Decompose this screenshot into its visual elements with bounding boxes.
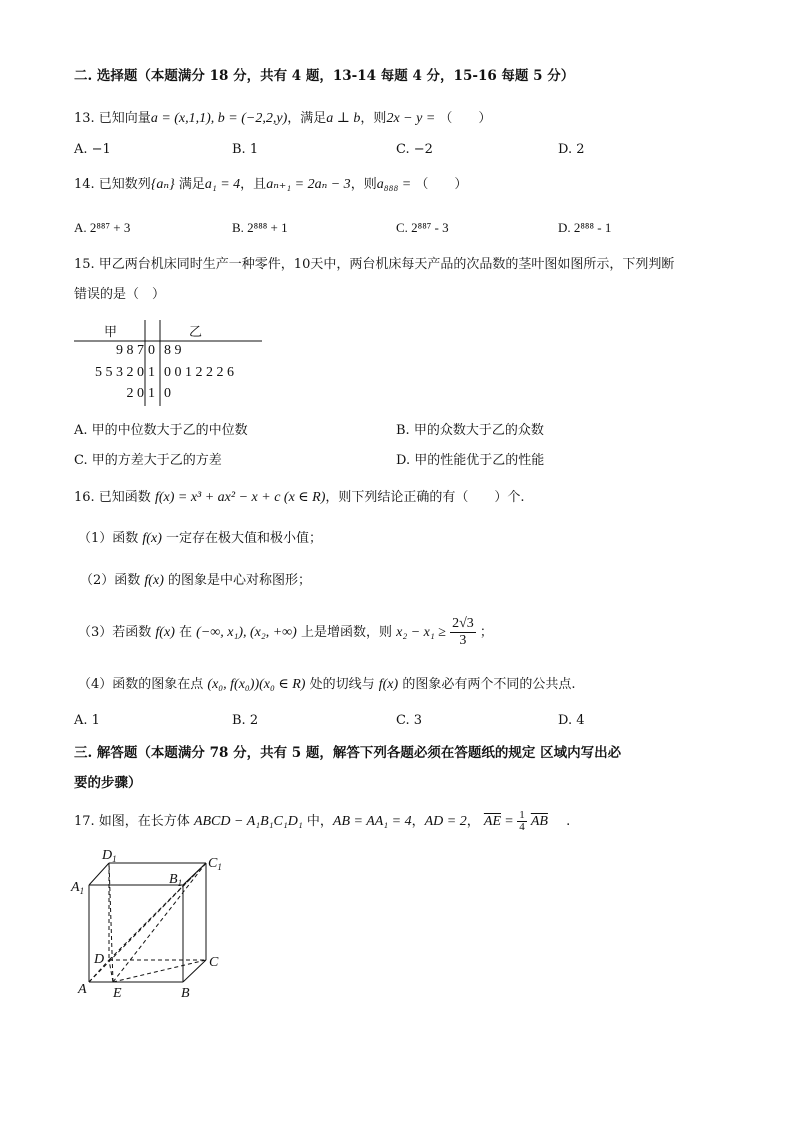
- q16-statement-3: [78, 614, 493, 652]
- section-3-title-line2: 要的步骤）: [74, 775, 142, 791]
- q16-suffix: ，则下列结论正确的有（ ）个.: [325, 490, 525, 505]
- q16-s3-numerator: 2√3: [452, 616, 474, 631]
- stem-row3-stem: 1: [148, 386, 158, 401]
- q13-prefix: 13. 已知向量: [74, 111, 151, 126]
- q16-s3-end: ；: [479, 625, 493, 640]
- q16-s4-text2: 的图象必有两个不同的公共点.: [402, 677, 576, 692]
- q14-option-d: D. 2⁸⁸⁸ - 1: [558, 220, 612, 235]
- label-c: C: [209, 955, 219, 970]
- q16-s3-label: （3）若函数: [78, 625, 152, 640]
- question-15-line1: 15. 甲乙两台机床同时生产一种零件，10天中，两台机床每天产品的次品数的茎叶图如图所示，下列判断: [74, 257, 675, 272]
- q13-blank: （ ）: [439, 111, 492, 126]
- edge-bc: [183, 960, 206, 982]
- question-15-line2: 错误的是（ ）: [74, 287, 166, 302]
- q16-s3-intervals: (−∞, x₁), (x₂, +∞): [196, 625, 297, 640]
- q16-s3-text: 上是增函数，则: [300, 625, 392, 640]
- q15-option-a: A. 甲的中位数大于乙的中位数: [74, 423, 248, 438]
- edge-a1d1: [89, 863, 109, 885]
- q17-vector-ab: $\overline{AB}$: [530, 814, 548, 829]
- stem-row1-stem: 0: [148, 343, 158, 358]
- q16-s4-point: (x₀, f(x₀))(x₀ ∈ R): [207, 677, 306, 692]
- q17-solid: ABCD − A₁B₁C₁D₁: [193, 814, 303, 829]
- q13-then: ，则: [360, 111, 387, 126]
- q16-s4-func: f(x): [378, 677, 399, 692]
- q17-frac-num: 1: [519, 809, 525, 821]
- question-16-stem: [74, 489, 525, 507]
- stem-row3-right: 0: [164, 386, 171, 401]
- q17-prefix: 17. 如图，在长方体: [74, 814, 190, 829]
- q16-s3-denominator: 3: [459, 633, 467, 648]
- segment-ed: [109, 960, 113, 982]
- q17-sep2: ，: [466, 814, 480, 829]
- segment-ed1: [109, 863, 113, 982]
- question-14-stem: [74, 176, 467, 194]
- q14-a1: a₁ = 4: [204, 177, 241, 192]
- q16-option-c: C. 3: [396, 713, 423, 728]
- stem-row1-right: 8 9: [164, 343, 182, 358]
- q16-prefix: 16. 已知函数: [74, 490, 151, 505]
- q14-target: a₈₈₈ =: [376, 177, 412, 192]
- q17-vector-ae: $\overline{AE}$: [483, 814, 501, 829]
- q16-s1-func: f(x): [142, 531, 162, 546]
- label-d: D: [94, 952, 105, 967]
- q16-function: f(x) = x³ + ax² − x + c (x ∈ R): [154, 490, 326, 505]
- label-a1: $A_1$: [71, 880, 85, 896]
- q14-mid1: 满足: [178, 177, 205, 192]
- q15-option-c: C. 甲的方差大于乙的方差: [74, 453, 222, 468]
- q13-option-c: C. −2: [396, 142, 433, 157]
- q13-expression: 2x − y =: [386, 111, 436, 126]
- stem-row2-right: 0 0 1 2 2 2 6: [164, 365, 234, 380]
- stem-header-jia: 甲: [104, 325, 118, 340]
- q14-recurrence: aₙ₊₁ = 2aₙ − 3: [266, 177, 351, 192]
- cuboid-figure: [66, 845, 236, 1005]
- q16-option-d: D. 4: [558, 713, 585, 728]
- q17-frac-den: 4: [519, 821, 525, 833]
- q13-option-a: A. −1: [74, 142, 111, 157]
- q16-s3-fraction: [450, 616, 476, 649]
- q16-statement-1: [78, 530, 322, 548]
- stem-row2-left: 5 5 3 2 0: [95, 365, 144, 380]
- label-c1: $C_1$: [208, 856, 222, 872]
- q14-mid3: ，则: [350, 177, 377, 192]
- stem-row1-left: 9 8 7: [116, 343, 144, 358]
- q16-option-b: B. 2: [232, 713, 259, 728]
- q16-option-a: A. 1: [74, 713, 100, 728]
- stem-leaf-plot: [74, 320, 264, 406]
- label-a: A: [78, 982, 87, 997]
- label-b: B: [181, 986, 190, 1001]
- q16-s4-text1: 处的切线与: [309, 677, 375, 692]
- stem-row2-stem: 1: [148, 365, 158, 380]
- q14-prefix: 14. 已知数列: [74, 177, 151, 192]
- question-17-stem: [74, 810, 570, 833]
- q13-vectors: a = (x,1,1), b = (−2,2,y): [150, 111, 288, 126]
- q16-s2-func: f(x): [144, 573, 164, 588]
- question-13-stem: [74, 110, 491, 128]
- q16-s2-text: 的图象是中心对称图形；: [168, 573, 312, 588]
- q13-option-d: D. 2: [558, 142, 585, 157]
- q16-s3-inequality: x₂ − x₁ ≥: [396, 625, 446, 640]
- label-e: E: [113, 986, 122, 1001]
- section-2-title: 二. 选择题（本题满分 18 分，共有 4 题，13-14 每题 4 分，15-16 每题 5 分）: [74, 68, 575, 84]
- label-b1: $B_1$: [169, 872, 183, 888]
- q13-condition: a ⊥ b: [326, 111, 361, 126]
- q16-s4-label: （4）函数的图象在点: [78, 677, 204, 692]
- q14-sequence: {aₙ}: [150, 177, 175, 192]
- q14-blank: （ ）: [415, 177, 468, 192]
- q17-eq1: AB = AA₁ = 4: [332, 814, 412, 829]
- q14-mid2: ，且: [240, 177, 267, 192]
- q16-s1-text: 一定存在极大值和极小值；: [166, 531, 323, 546]
- q17-eq2: AD = 2: [424, 814, 467, 829]
- q16-s2-label: （2）函数: [80, 573, 141, 588]
- q16-s1-label: （1）函数: [78, 531, 139, 546]
- q17-mid1: 中，: [306, 814, 333, 829]
- q16-s3-in: 在: [179, 625, 193, 640]
- q13-option-b: B. 1: [232, 142, 259, 157]
- segment-ec: [113, 960, 206, 982]
- stem-row3-left: 2 0: [126, 386, 144, 401]
- q17-equals: =: [505, 814, 514, 829]
- q14-option-b: B. 2⁸⁸⁸ + 1: [232, 220, 288, 235]
- q14-option-c: C. 2⁸⁸⁷ - 3: [396, 220, 449, 235]
- q16-s3-func: f(x): [155, 625, 175, 640]
- q16-statement-4: [78, 676, 575, 694]
- q17-end: .: [566, 814, 571, 829]
- q17-sep: ，: [411, 814, 425, 829]
- q15-option-b: B. 甲的众数大于乙的众数: [396, 423, 544, 438]
- q16-statement-2: [80, 572, 311, 590]
- q17-fraction: [517, 810, 527, 833]
- q13-middle: ，满足: [287, 111, 327, 126]
- q15-option-d: D. 甲的性能优于乙的性能: [396, 453, 545, 468]
- segment-ec1: [113, 863, 206, 982]
- section-3-title-line1: 三. 解答题（本题满分 78 分，共有 5 题，解答下列各题必须在答题纸的规定 区域内写出必: [74, 745, 622, 761]
- q14-option-a: A. 2⁸⁸⁷ + 3: [74, 220, 131, 235]
- stem-header-yi: 乙: [189, 325, 203, 340]
- label-d1: $D_1$: [102, 848, 117, 864]
